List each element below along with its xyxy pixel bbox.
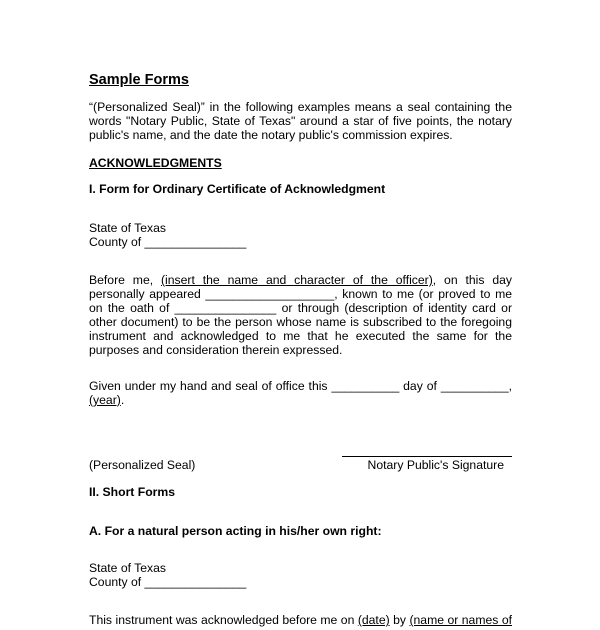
names-placeholder: (name or names of — [409, 613, 512, 627]
form1-heading: I. Form for Ordinary Certificate of Acknowledgment — [89, 182, 386, 196]
form1-after-text: , on this day personally appeared ___________________, known to me (or proved to me on the oath of _______________ or through (description of identity card or other document) to be the person whose name is subscribed to the foregoing instrument and acknowledged to me that he executed the same for the purposes and consideration therein expressed. — [89, 273, 513, 357]
page-title: Sample Forms — [89, 72, 189, 88]
form1-county: County of _______________ — [89, 235, 247, 249]
form1-before-text: Before me, — [89, 273, 161, 287]
formA-county: County of _______________ — [89, 575, 247, 589]
given-line: Given under my hand and seal of office this __________ day of __________, — [89, 379, 512, 393]
date-placeholder: (date) — [357, 613, 390, 627]
formA-heading: A. For a natural person acting in his/her own right: — [89, 524, 382, 538]
formA-before-text: This instrument was acknowledged before me on — [89, 613, 358, 627]
formA-state: State of Texas — [89, 561, 167, 575]
formA-paragraph — [89, 613, 512, 627]
notary-signature-label: Notary Public's Signature — [367, 458, 504, 472]
personalized-seal-label: (Personalized Seal) — [89, 458, 196, 472]
given-period: . — [120, 393, 125, 407]
acknowledgments-heading: ACKNOWLEDGMENTS — [89, 156, 222, 170]
intro-paragraph: “(Personalized Seal)” in the following examples means a seal containing the words "Notary Public, State of Texas" around a star of five points, the notary public's name, and the date the notary public's commission expires. — [89, 100, 512, 142]
formA-by: by — [389, 613, 410, 627]
form1-state: State of Texas — [89, 221, 167, 235]
given-year-line — [89, 393, 512, 407]
signature-line — [342, 456, 512, 457]
year-placeholder: (year) — [89, 393, 121, 407]
officer-placeholder: (insert the name and character of the officer) — [161, 273, 433, 287]
form1-paragraph — [89, 273, 512, 357]
short-forms-heading: II. Short Forms — [89, 485, 175, 499]
signature-row — [89, 458, 512, 472]
